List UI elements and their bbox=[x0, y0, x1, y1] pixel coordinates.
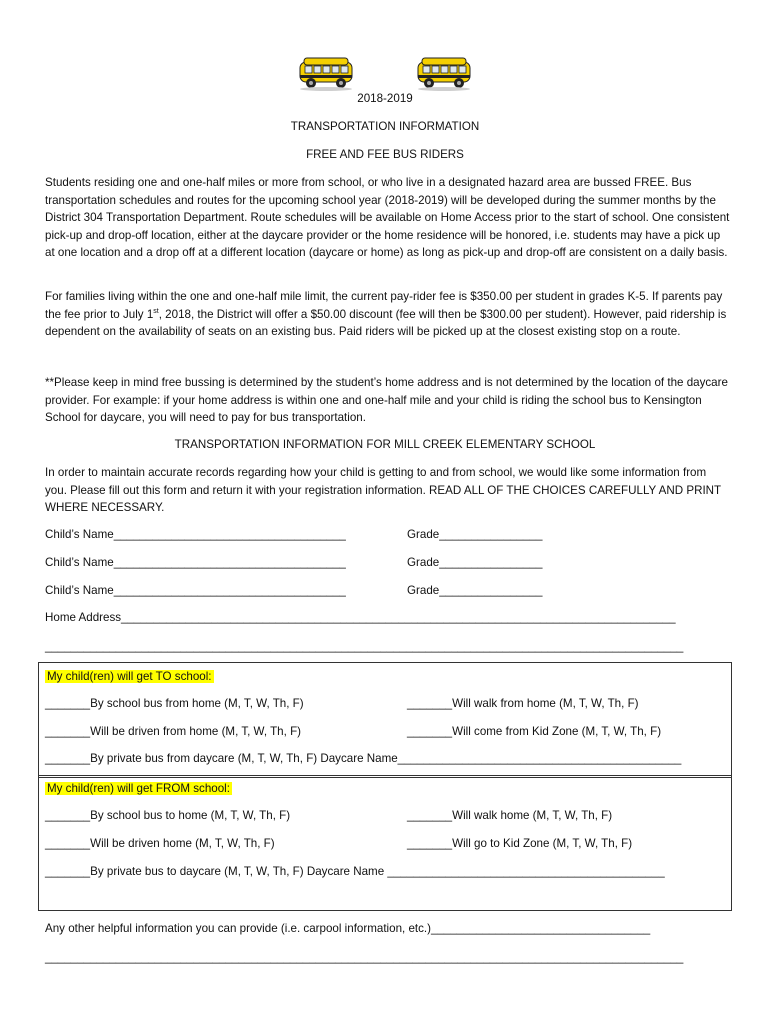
from-school-option-kid-zone[interactable]: _______Will go to Kid Zone (M, T, W, Th, F) bbox=[407, 837, 633, 850]
to-school-option-private-bus[interactable]: _______By private bus from daycare (M, T, W, Th, F) Daycare Name____________________________________________ bbox=[45, 752, 682, 765]
page-title: TRANSPORTATION INFORMATION bbox=[290, 120, 480, 133]
school-bus-icon-left bbox=[297, 56, 357, 92]
fee-text-part1: For families living within the one and one-half mile limit, the current pay-rider fee is $350.00 per student in grades K-5. If parents pay the fee prior to July 1 bbox=[45, 290, 723, 321]
from-school-option-bus-home[interactable]: _______By school bus to home (M, T, W, Th, F) bbox=[45, 809, 291, 822]
section-title: TRANSPORTATION INFORMATION FOR MILL CREEK ELEMENTARY SCHOOL bbox=[174, 438, 596, 451]
school-bus-icon-right bbox=[415, 56, 475, 92]
to-school-option-walk[interactable]: _______Will walk from home (M, T, W, Th, F) bbox=[407, 697, 639, 710]
other-info-field-line-2[interactable]: ___________________________________________________________________________________________________ bbox=[45, 951, 684, 964]
child-name-field-2[interactable]: Child’s Name____________________________________ bbox=[45, 556, 346, 569]
from-school-heading: My child(ren) will get FROM school: bbox=[47, 782, 230, 795]
school-year: 2018-2019 bbox=[357, 92, 413, 105]
child-name-field-1[interactable]: Child’s Name____________________________________ bbox=[45, 528, 346, 541]
instructions-paragraph: In order to maintain accurate records regarding how your child is getting to and from school, we would like some information from you. Please fill out this form and return it with your registration information. READ ALL OF THE CHOICES CAREFULLY AND PRINT WHERE NECESSARY. bbox=[45, 466, 721, 515]
to-school-option-driven[interactable]: _______Will be driven from home (M, T, W, Th, F) bbox=[45, 725, 302, 738]
intro-paragraph-fee bbox=[45, 288, 730, 341]
to-school-heading: My child(ren) will get TO school: bbox=[47, 670, 212, 683]
from-school-option-private-bus[interactable]: _______By private bus to daycare (M, T, W, Th, F) Daycare Name ___________________________________________ bbox=[45, 865, 665, 878]
home-address-field-line-2[interactable]: ___________________________________________________________________________________________________ bbox=[45, 640, 684, 653]
page-subtitle: FREE AND FEE BUS RIDERS bbox=[306, 148, 464, 161]
fee-text-superscript: st bbox=[153, 307, 159, 315]
from-school-option-driven[interactable]: _______Will be driven home (M, T, W, Th, F) bbox=[45, 837, 275, 850]
to-school-option-kid-zone[interactable]: _______Will come from Kid Zone (M, T, W, Th, F) bbox=[407, 725, 662, 738]
child-name-field-3[interactable]: Child’s Name____________________________________ bbox=[45, 584, 346, 597]
home-address-field[interactable]: Home Address______________________________________________________________________________________ bbox=[45, 611, 676, 624]
grade-field-3[interactable]: Grade________________ bbox=[407, 584, 543, 597]
grade-field-2[interactable]: Grade________________ bbox=[407, 556, 543, 569]
fee-text-part2: , 2018, the District will offer a $50.00 discount (fee will then be $300.00 per student). However, paid ridership is dependent on the availability of seats on an existing bus. Paid riders will be picked up at the closest existing stop on a route. bbox=[45, 307, 727, 339]
from-school-option-walk[interactable]: _______Will walk home (M, T, W, Th, F) bbox=[407, 809, 613, 822]
to-school-option-bus-home[interactable]: _______By school bus from home (M, T, W, Th, F) bbox=[45, 697, 304, 710]
intro-paragraph-free: Students residing one and one-half miles or more from school, or who live in a designated hazard area are bussed FREE. Bus transportation schedules and routes for the upcoming school year (2018-2019) will be developed during the summer months by the District 304 Transportation Department. Route schedules will be available on Home Access prior to the start of school. One consistent pick-up and drop-off location, either at the daycare provider or the home residence will be honored, i.e. students may have a pick up at one location and a drop off at a different location (daycare or home) as long as pick-up and drop-off are consistent on a daily basis. bbox=[45, 176, 730, 260]
intro-paragraph-note: **Please keep in mind free bussing is determined by the student’s home address and is not determined by the location of the daycare provider. For example: if your home address is within one and one-half mile and your child is riding the school bus to Kensington School for daycare, you will need to pay for bus transportation. bbox=[45, 376, 728, 425]
grade-field-1[interactable]: Grade________________ bbox=[407, 528, 543, 541]
other-info-field[interactable]: Any other helpful information you can provide (i.e. carpool information, etc.)__________________________________ bbox=[45, 922, 651, 935]
